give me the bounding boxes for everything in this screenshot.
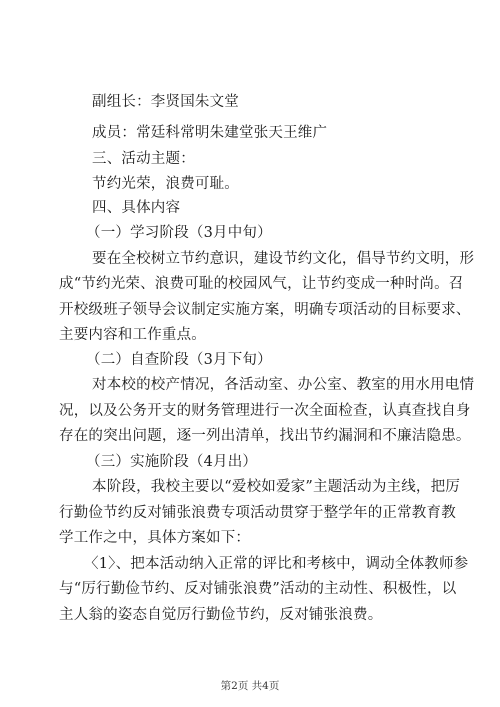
paragraph-line: 与“厉行勤俭节约、反对铺张浪费”活动的主动性、积极性，以 bbox=[59, 581, 457, 597]
paragraph-line: 主要内容和工作重点。 bbox=[59, 327, 206, 343]
subheading-implementation-phase: （三）实施阶段（4月出） bbox=[86, 454, 258, 470]
section-heading-content: 四、具体内容 bbox=[92, 200, 181, 216]
paragraph-line: 开校级班子领导会议制定实施方案，明确专项活动的目标要求、 bbox=[59, 302, 471, 318]
paragraph-line: 本阶段，我校主要以“爱校如爱家”主题活动为主线，把厉 bbox=[92, 479, 461, 495]
section-heading-theme: 三、活动主题： bbox=[92, 151, 195, 167]
paragraph-line: 对本校的校产情况，各活动室、办公室、教室的用水用电情 bbox=[92, 377, 475, 393]
page-number-footer: 第2页 共4页 bbox=[220, 680, 280, 692]
text-line-members: 成员：常廷科常明朱建堂张天王维广 bbox=[92, 125, 328, 141]
subheading-self-check-phase: （二）自查阶段（3月下旬） bbox=[86, 352, 272, 368]
paragraph-line: 存在的突出问题，逐一列出清单，找出节约漏洞和不廉洁隐患。 bbox=[59, 428, 471, 444]
paragraph-line: 要在全校树立节约意识，建设节约文化，倡导节约文明，形 bbox=[92, 251, 475, 267]
paragraph-line: 学工作之中，具体方案如下： bbox=[59, 530, 251, 546]
list-item-line: 〈1〉、把本活动纳入正常的评比和考核中，调动全体教师参 bbox=[84, 556, 469, 572]
paragraph-line: 行勤俭节约反对铺张浪费专项活动贯穿于整学年的正常教育教 bbox=[59, 505, 456, 521]
paragraph-line: 主人翁的姿态自觉厉行勤俭节约，反对铺张浪费。 bbox=[59, 607, 383, 623]
text-line-deputy-leader: 副组长：李贤国朱文堂 bbox=[92, 94, 239, 110]
paragraph-line: 成“节约光荣、浪费可耻的校园风气，让节约变成一种时尚。召 bbox=[59, 276, 464, 292]
text-line-theme: 节约光荣，浪费可耻。 bbox=[92, 176, 239, 192]
subheading-study-phase: （一）学习阶段（3月中旬） bbox=[86, 225, 272, 241]
paragraph-line: 况，以及公务开支的财务管理进行一次全面检查，认真查找自身 bbox=[59, 403, 471, 419]
